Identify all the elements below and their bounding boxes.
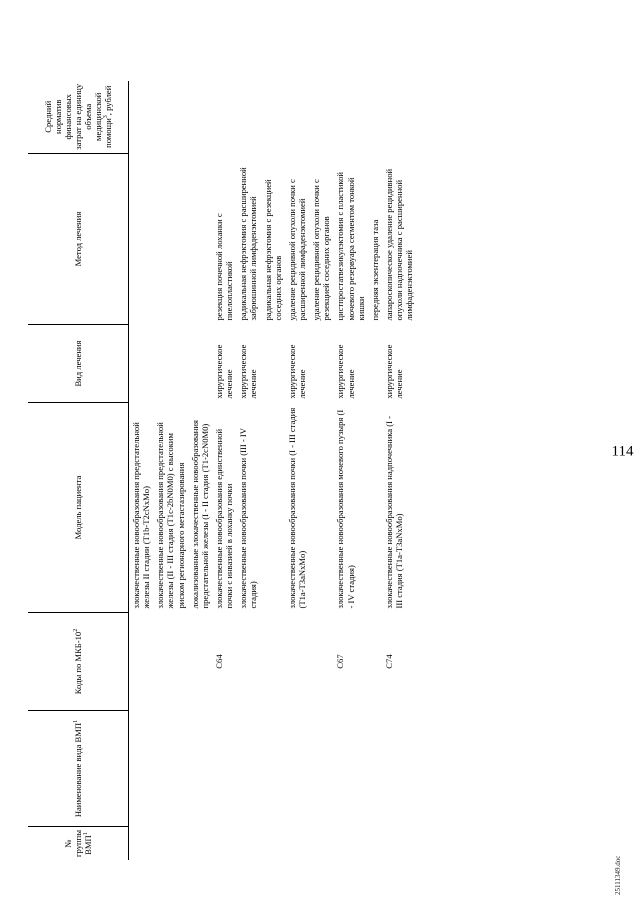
table-row: радикальная нефрэктомия с резекцией соседних органов bbox=[262, 179, 283, 321]
table-row: злокачественные новообразования предстательной железы (II - III стадия (T1c-2bN0M0) с высоким риском регионарного метастазирования bbox=[155, 422, 186, 609]
header-mkb: Коды по МКБ-$10^2$ bbox=[28, 613, 129, 711]
table-row: злокачественные новообразования почки (III - IV стадия) хирургическое лечение радикальная нефрэктомия с расширенной забрюшинной лимфаденэктомией bbox=[238, 167, 259, 609]
table-row: злокачественные новообразования предстательной железы II стадии (T1b-T2cNxMo) bbox=[131, 422, 152, 609]
vmp-table bbox=[28, 81, 416, 860]
header-type: Вид лечения bbox=[28, 325, 129, 403]
table-row: передняя экзентерация таза bbox=[369, 219, 380, 321]
table-row: локализованные злокачественные новообразования предстательной железы (I - II стадия (T1-2cN0M0) bbox=[189, 420, 210, 609]
header-model: Модель пациента bbox=[28, 403, 129, 613]
header-name: Наименование вида ВМП$^1$ bbox=[28, 711, 129, 827]
table-row: удаление рецидивной опухоли почки с резекцией соседних органов bbox=[311, 179, 332, 321]
header-cost: Средний норматив финансовых затрат на единицу объема медицинской помощи$^3$, рублей bbox=[28, 81, 129, 154]
table-row: злокачественные новообразования почки (I - III стадия (T1a-T3aNxMo) хирургическое лечение удаление рецидивной опухоли почки с расширенной лимфаденэктомией bbox=[286, 179, 307, 609]
table-row: C74 злокачественные новообразования надпочечника (I - III стадия (T1a-T3aNxMo) хирургическое лечение лапароскопическое удаление рецидивной опухоли надпочечника с расширенной лимфаденэктомией bbox=[383, 168, 415, 669]
document-code: 25111349.doc bbox=[614, 855, 622, 895]
table-row: C64 злокачественные новообразования единственной почки с инвазией в лоханку почки хирургическое лечение резекция почечной лоханки с пиелопластикой bbox=[213, 213, 235, 669]
table-header-row bbox=[28, 81, 129, 860]
table-row: C67 злокачественные новообразования мочевого пузыря (I - IV стадия) хирургическое лечение цистпростатвезикулэктомия с пластикой мочевого резервуара сегментом тонкой кишки bbox=[335, 172, 366, 669]
page-number: 114 bbox=[611, 443, 634, 460]
header-method: Метод лечения bbox=[28, 154, 129, 325]
header-number: № группы ВМП$^1$ bbox=[28, 827, 129, 860]
